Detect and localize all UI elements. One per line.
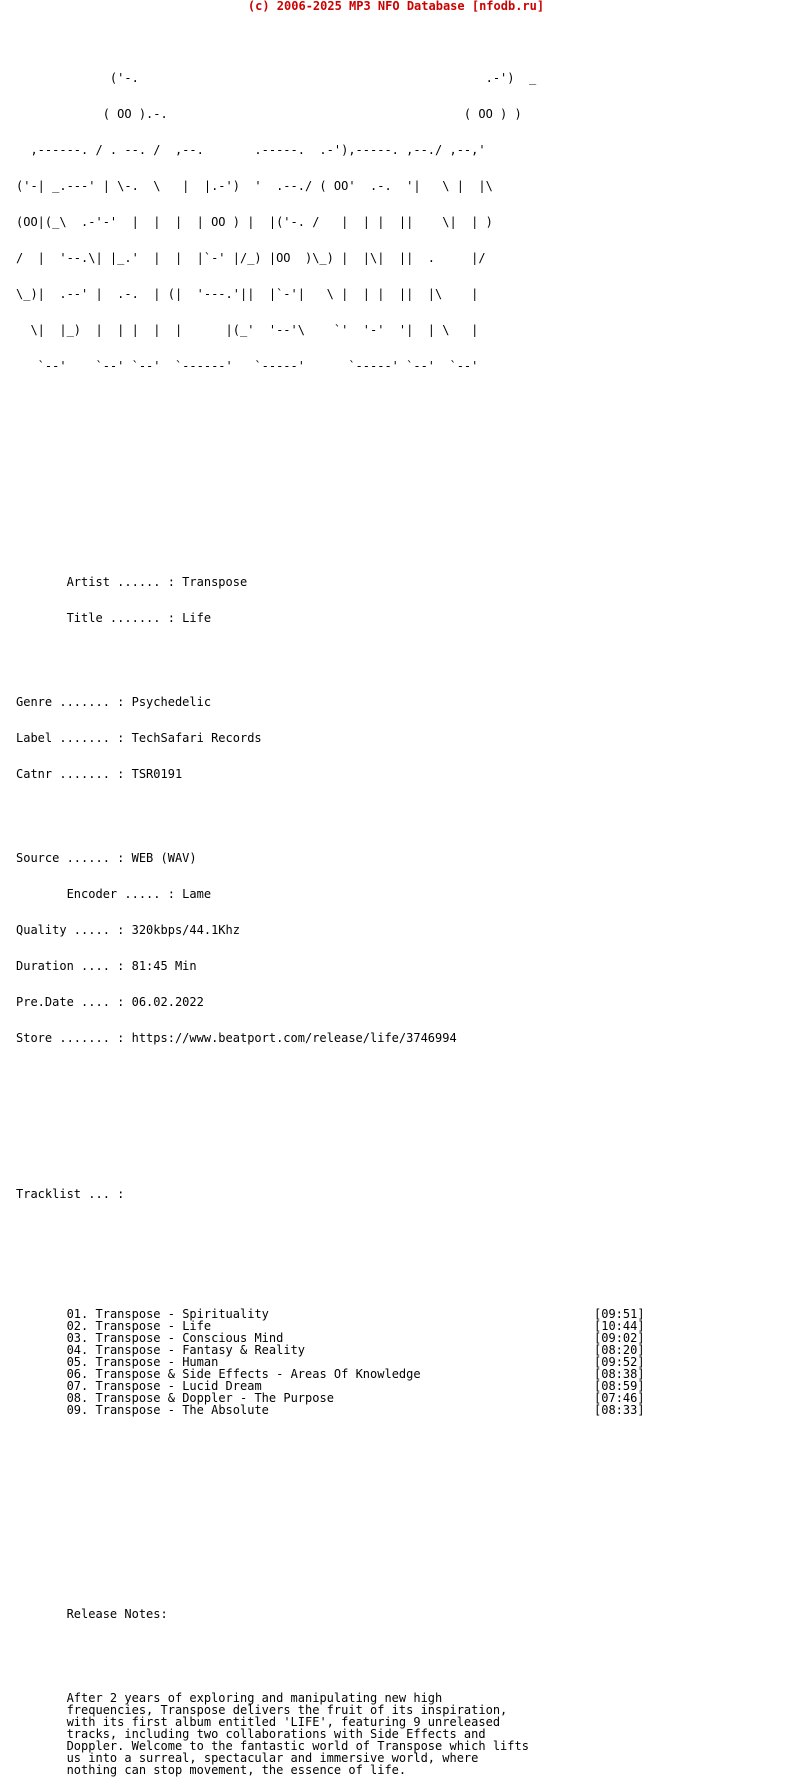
info-key: Label ....... : (16, 731, 132, 745)
track-title: Transpose & Doppler - The Purpose (95, 1391, 334, 1405)
track-number: 08. (66, 1391, 89, 1405)
info-predate (16, 996, 645, 1008)
info-store (16, 1032, 645, 1044)
info-key: Duration .... : (16, 959, 132, 973)
info-key: Source ...... : (16, 851, 132, 865)
track-title: Transpose - The Absolute (95, 1403, 269, 1417)
track-duration: [09:02] (594, 1331, 645, 1345)
track-number: 07. (66, 1379, 89, 1393)
track-duration: [09:51] (594, 1307, 645, 1321)
track-title: Transpose - Human (95, 1355, 219, 1369)
release-notes-text: tracks, including two collaborations with Side Effects and (66, 1727, 486, 1741)
info-value: 320kbps/44.1Khz (131, 923, 240, 937)
info-value: 06.02.2022 (131, 995, 204, 1009)
track-title: Transpose - Fantasy & Reality (95, 1343, 306, 1357)
track-title: Transpose - Spirituality (95, 1307, 269, 1321)
ascii-logo-line: ('-. .-') _ (16, 71, 537, 85)
track-number: 06. (66, 1367, 89, 1381)
ascii-logo-line: \_)| .--' | .-. | (| '---.'|| |`-'| \ | | | || |\ | (16, 287, 479, 301)
info-key: Genre ....... : (16, 695, 132, 709)
ascii-logo (16, 48, 645, 396)
info-value: https://www.beatport.com/release/life/3746994 (131, 1031, 457, 1045)
info-value: TSR0191 (131, 767, 183, 781)
ascii-logo-line: (OO|(_\ .-'-' | | | | OO ) | |('-. / | | | || \| | ) (16, 215, 493, 229)
track-title: Transpose - Conscious Mind (95, 1331, 284, 1345)
track-duration: [10:44] (594, 1319, 645, 1333)
track-title: Transpose & Side Effects - Areas Of Knowledge (95, 1367, 421, 1381)
release-notes-text: us into a surreal, spectacular and immersive world, where (66, 1751, 479, 1765)
release-notes (16, 1692, 645, 1776)
info-encoder (16, 888, 645, 900)
release-notes-line (16, 1764, 645, 1776)
info-value: WEB (WAV) (131, 851, 197, 865)
ascii-logo-line: ( OO ).-. ( OO ) ) (16, 107, 522, 121)
release-notes-text: frequencies, Transpose delivers the fruit of its inspiration, (66, 1703, 508, 1717)
info-source (16, 852, 645, 864)
ascii-logo-line: ('-| _.---' | \-. \ | |.-') ' .--./ ( OO' .-. '| \ | |\ (16, 179, 493, 193)
track-number: 09. (66, 1403, 89, 1417)
info-key: Catnr ....... : (16, 767, 132, 781)
release-notes-heading (16, 1608, 645, 1620)
release-notes-text: After 2 years of exploring and manipulating new high (66, 1691, 443, 1705)
tracklist-heading: Tracklist ... : (16, 1187, 125, 1201)
info-value: TechSafari Records (131, 731, 262, 745)
release-notes-text: Doppler. Welcome to the fantastic world of Transpose which lifts (66, 1739, 529, 1753)
release-notes-label: Release Notes: (66, 1607, 168, 1621)
track-duration: [09:52] (594, 1355, 645, 1369)
track-row (16, 1404, 645, 1416)
ascii-logo-line: \| |_) | | | | | |(_' '--'\ `' '-' '| | \ | (16, 323, 479, 337)
info-key: Pre.Date .... : (16, 995, 132, 1009)
ascii-logo-line: / | '--.\| |_.' | | |`-' |/_) |OO )\_) | |\| || . |/ (16, 251, 486, 265)
track-title: Transpose - Life (95, 1319, 212, 1333)
info-artist (16, 576, 645, 588)
ascii-logo-line: ,------. / . --. / ,--. .-----. .-'),-----. ,--./ ,--,' (16, 143, 486, 157)
info-key: Encoder ..... : (16, 887, 183, 901)
info-title (16, 612, 645, 624)
track-duration: [08:38] (594, 1367, 645, 1381)
info-key: Title ....... : (16, 611, 183, 625)
track-number: 04. (66, 1343, 89, 1357)
info-key: Artist ...... : (16, 575, 183, 589)
info-quality (16, 924, 645, 936)
track-duration: [07:46] (594, 1391, 645, 1405)
track-number: 02. (66, 1319, 89, 1333)
info-key: Store ....... : (16, 1031, 132, 1045)
release-notes-text: with its first album entitled 'LIFE', featuring 9 unreleased (66, 1715, 501, 1729)
info-value: Lame (182, 887, 212, 901)
site-header: (c) 2006-2025 MP3 NFO Database [nfodb.ru] (247, 0, 545, 13)
track-number: 03. (66, 1331, 89, 1345)
info-label (16, 732, 645, 744)
info-catnr (16, 768, 645, 780)
track-duration: [08:33] (594, 1403, 645, 1417)
info-key: Quality ..... : (16, 923, 132, 937)
track-number: 01. (66, 1307, 89, 1321)
track-duration: [08:59] (594, 1379, 645, 1393)
info-value: Transpose (182, 575, 248, 589)
nfo-text (16, 24, 645, 1788)
release-notes-text: nothing can stop movement, the essence of life. (66, 1763, 407, 1777)
tracklist (16, 1308, 645, 1416)
info-genre (16, 696, 645, 708)
info-value: 81:45 Min (131, 959, 197, 973)
info-value: Life (182, 611, 212, 625)
info-duration (16, 960, 645, 972)
ascii-logo-line: `--' `--' `--' `------' `-----' `-----' `--' `--' (16, 359, 479, 373)
info-value: Psychedelic (131, 695, 212, 709)
track-title: Transpose - Lucid Dream (95, 1379, 262, 1393)
track-number: 05. (66, 1355, 89, 1369)
track-duration: [08:20] (594, 1343, 645, 1357)
